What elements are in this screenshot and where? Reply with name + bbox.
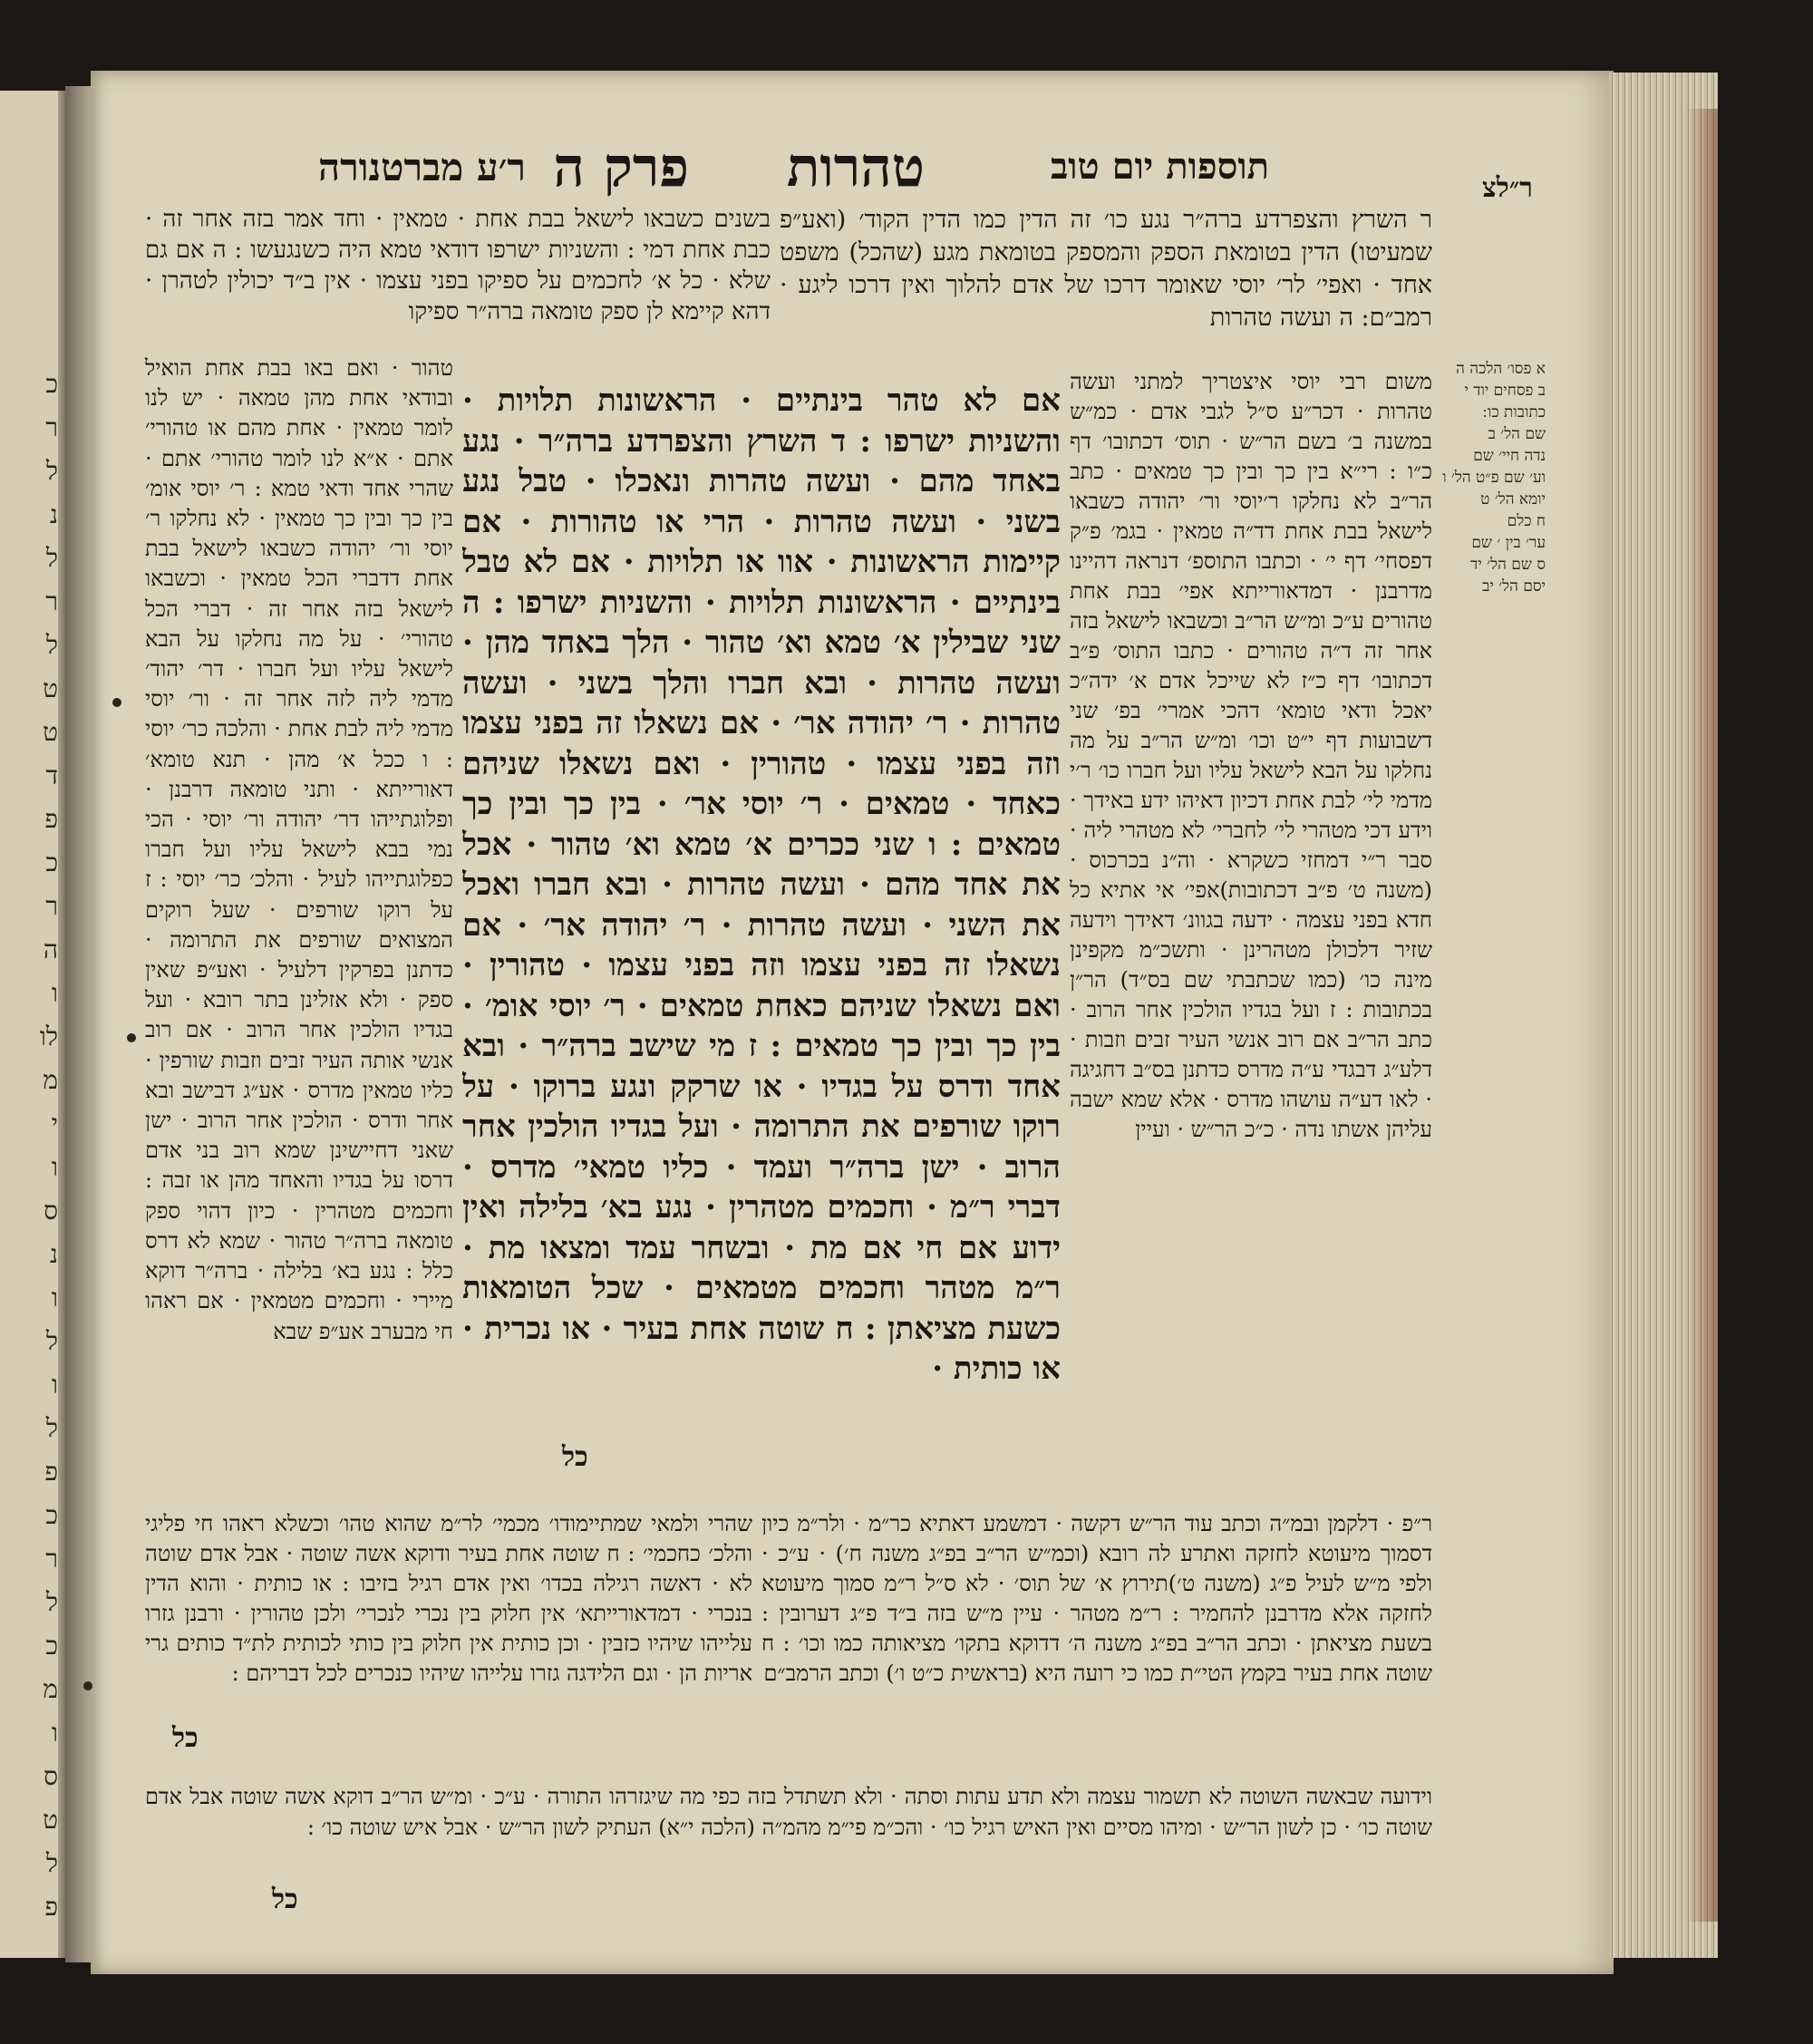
bartenura-column xyxy=(145,354,453,1505)
catchword-bartenura: כל xyxy=(172,1722,199,1754)
margin-note: ב פסחים יוד י xyxy=(1464,382,1546,400)
margin-note: א פסו׳ הלכה ה xyxy=(1456,360,1546,378)
ink-dot xyxy=(112,698,121,707)
previous-page-glyph: כ xyxy=(45,1500,58,1530)
previous-page-glyph: ו xyxy=(51,1718,58,1748)
margin-references xyxy=(1437,358,1546,621)
previous-page-glyph: ל xyxy=(45,456,58,486)
previous-page-glyph: כ xyxy=(45,848,58,877)
mishna-text-block xyxy=(462,381,1061,1423)
header-bartenura: ר׳ע מברטנורה xyxy=(317,145,526,189)
folio-number: ר״לצ xyxy=(1482,172,1533,204)
bartenura-column-text: טהור · ואם באו בבת אחת הואיל ובודאי אחת מהן טמאה · יש לנו לומר טמאין · אחת מהם או טהורי׳ אתם · א״א לנו לומר טהורי׳ אתם · שהרי אחד ודאי טמא : ר׳ יוסי אומ׳ בין כך ובין כך טמאין · לא נחלקו ר׳ יוסי ור׳ יהודה כשבאו לישאל בבת אחת דדברי הכל טמאין · וכשבאו לישאל בזה אחר זה · דברי הכל טהורי׳ · על מה נחלקו על הבא לישאל עליו ועל חברו · דר׳ יהוד׳ מדמי ליה לזה אחר זה · ור׳ יוסי מדמי ליה לבת אחת · והלכה כר׳ יוסי : ו ככל א׳ מהן · תנא טומא׳ דאורייתא · ותני טומאה דרבנן · ופלוגתייהו דר׳ יהודה ור׳ יוסי · הכי נמי בבא לישאל עליו ועל חברו כפלוגתייהו לעיל · והלכ׳ כר׳ יוסי : ז על רוקו שורפים · שעל רוקים המצואים שורפים את התרומה · כדתנן בפרקין דלעיל · ואע״פ שאין ספק · ולא אזלינן בתר רובא · ועל בגדיו הולכין אחר הרוב · אם רוב אנשי אותה העיר זבים וזבות שורפין · כליו טמאין מדרס · אע״ג דבישב ובא אחר ודרס · הולכין אחר הרוב · ישן שאני דחיישינן שמא רוב בני אדם דרסו על בגדיו והאחד מהן או זבה : וחכמים מטהרין · כיון דהוי ספק טומאה ברה״ר טהור · שמא לא דרס כלל : נגע בא׳ בלילה · ברה״ר דוקא מיירי · וחכמים מטמאין · אם ראהו חי מבערב אע״פ שבא xyxy=(145,355,453,1344)
margin-note: יסם הל׳ יב xyxy=(1482,577,1546,596)
page-stack-edge xyxy=(1609,73,1718,1958)
catchword-tosafot: כל xyxy=(272,1884,298,1915)
previous-page-glyph: ר xyxy=(45,586,58,616)
catchword-mishna: כל xyxy=(562,1441,588,1473)
previous-page-glyph: ס xyxy=(44,1761,58,1791)
bartenura-bottom-block xyxy=(145,1509,752,1763)
previous-page-glyph: ו xyxy=(51,1152,58,1182)
margin-note: וע׳ שם פ״ט הל׳ ו xyxy=(1442,469,1546,487)
previous-page-glyph: מ xyxy=(43,1674,58,1704)
header-tractate: טהרות xyxy=(786,136,925,199)
running-header xyxy=(299,136,1269,199)
previous-page-glyph: ל xyxy=(45,1848,58,1878)
previous-page-glyph: ט xyxy=(43,1805,58,1835)
previous-page-glyph: ס xyxy=(44,1196,58,1225)
previous-page-glyph: ל xyxy=(45,1587,58,1617)
previous-page-glyph: ל xyxy=(45,1326,58,1356)
previous-page-glyph: לו xyxy=(39,1022,58,1051)
previous-page-glyph: ל xyxy=(45,543,58,573)
previous-page-glyph: ד xyxy=(45,760,58,790)
previous-page-glyph: ר xyxy=(45,1544,58,1574)
previous-page-glyph: ו xyxy=(51,1370,58,1400)
previous-page-glyph: נ xyxy=(49,499,58,529)
page-edge xyxy=(58,91,65,1958)
previous-page-glyph: ו xyxy=(51,1283,58,1313)
bartenura-top-block xyxy=(145,204,771,354)
margin-note: ס שם הל׳ יד xyxy=(1470,556,1546,574)
previous-page-text xyxy=(4,363,58,1929)
tosafot-top-block xyxy=(780,204,1432,367)
previous-page-glyph: י xyxy=(51,1109,58,1138)
previous-page-glyph: ר xyxy=(45,891,58,921)
previous-page-glyph: ה xyxy=(43,935,58,964)
ink-dot xyxy=(127,1033,136,1042)
margin-note: נדה חיי׳ שם xyxy=(1473,447,1546,465)
previous-page-glyph: ט xyxy=(43,717,58,747)
tosafot-column xyxy=(1070,367,1432,1595)
margin-note: כתובות כו ׃ xyxy=(1482,403,1546,421)
previous-page-glyph: פ xyxy=(44,1892,58,1922)
previous-page-glyph: פ xyxy=(44,804,58,834)
previous-page-glyph: ר xyxy=(45,412,58,442)
margin-note: ער׳ בין ׳ שם xyxy=(1471,534,1546,552)
mishna-text: אם לא טהר בינתיים · הראשונות תלויות · והשניות ישרפו : ד השרץ והצפרדע ברה״ר · נגע באחד מהם · ועשה טהרות ונאכלו · טבל נגע בשני · ועשה טהרות · הרי או טהורות · אם קיימות הראשונות · אוו או תלויות · אם לא טבל בינתיים · הראשונות תלויות · והשניות ישרפו : ה שני שבילין א׳ טמא וא׳ טהור · הלך באחד מהן · ועשה טהרות · ובא חברו והלך בשני · ועשה טהרות · ר׳ יהודה אר׳ · אם נשאלו זה בפני עצמו וזה בפני עצמו · טהורין · ואם נשאלו שניהם כאחד · טמאים · ר׳ יוסי אר׳ · בין כך ובין כך טמאים : ו שני ככרים א׳ טמא וא׳ טהור · אכל את אחד מהם · ועשה טהרות · ובא חברו ואכל את השני · ועשה טהרות · ר׳ יהודה אר׳ · אם נשאלו זה בפני עצמו וזה בפני עצמו · טהורין · ואם נשאלו שניהם כאחת טמאים · ר׳ יוסי אומ׳ · בין כך ובין כך טמאים : ז מי שישב ברה״ר · ובא אחד ודרס על בגדיו · או שרקק ונגע ברוקו · על רוקו שורפים את התרומה · ועל בגדיו הולכין אחר הרוב · ישן ברה״ר ועמד · כליו טמאי׳ מדרס · דברי ר״מ · וחכמים מטהרין · נגע בא׳ בלילה ואין ידוע אם חי אם מת · ובשחר עמד ומצאו מת · ר״מ מטהר וחכמים מטמאים · שכל הטומאות כשעת מציאתן : ח שוטה אחת בעיר · או נכרית · או כותית · xyxy=(462,383,1061,1387)
tosafot-footer-text: וידועה שבאשה השוטה לא תשמור עצמה ולא תדע עתות וסתה · ולא תשתדל בזה כפי מה שיגזרהו התורה · ע״כ · ומ״ש הר״ב דוקא אשה שוטה אבל אדם שוטה כו׳ · כן לשון הר״ש · ומיהו מסיים ואין האיש רגיל כו׳ · והכ״מ פי״מ מהמ״ה (הלכה י״א) העתיק לשון הר״ש · אבל איש שוטה כו׳ : xyxy=(145,1784,1432,1840)
previous-page-glyph: נ xyxy=(49,1239,58,1269)
tosafot-bottom-block xyxy=(761,1509,1432,1781)
previous-page-glyph: ל xyxy=(45,630,58,660)
tosafot-top-text: ר השרץ והצפרדע ברה״ר נגע כו׳ זה הדין כמו הדין הקוד׳ (ואע״פ שמעיטו) הדין בטומאת הספק והמספק בטומאת מגע (שהכל) משפט אחד · ואפי׳ לר׳ יוסי שאומר דרכו של אדם להלוך ואין דרכו ליגע · רמב״ם: ה ועשה טהרות xyxy=(780,206,1432,332)
previous-page-glyph: ל xyxy=(45,1413,58,1443)
previous-page-glyph: פ xyxy=(44,1457,58,1487)
header-chapter: פרק ה xyxy=(553,136,689,199)
margin-note: יומא הל׳ ט xyxy=(1480,490,1546,509)
margin-note: ח כלם xyxy=(1507,512,1546,530)
bartenura-top-text: בשנים כשבאו לישאל בבת אחת · טמאין · וחד אמר בזה אחר זה · כבת אחת דמי : והשניות ישרפו דודאי טמא היה כשנגעשו : ה אם גם שלא · כל א׳ לחכמים על ספיקו בפני עצמו · אין ב״ד יכולין לטהרן · דהא קיימא לן ספק טומאה ברה״ר ספיקו xyxy=(145,206,771,325)
margin-note: שם הל׳ ב xyxy=(1488,425,1546,443)
previous-page-glyph: מ xyxy=(43,1065,58,1095)
edge-stain xyxy=(1686,109,1718,1922)
ink-dot xyxy=(83,1681,92,1690)
previous-page-edge xyxy=(0,91,65,1958)
previous-page-glyph: כ xyxy=(45,1631,58,1661)
bartenura-bottom-text: שהרי ולמאי שמתיימודו׳ מכמי׳ לר״מ שהוא טהו׳ וכשלא ראהו חי פליגי והלכ׳ כחכמי׳ : ח שוטה אחת בעיר ודוקא אשה שוטה · אבל אדם שוטה לא · דאשה רגילה בכדו׳ ואין אדם רגיל בזיבו : או כותית · והוא הדין בנכרי · דמדאורייתא׳ אין חלוק בין נכרי לנכרי׳ ולכן טהורין · ורבנן גזרו עלייהו שיהיו כזבין · וכן כותית אין חלוק בין כותי לכותית לת״ד כותים גרי אריות הן · וגם הלידגה גזרו עלייהו שיהיו כנכרים לכל דבריהם : xyxy=(145,1511,752,1686)
previous-page-glyph: ו xyxy=(51,978,58,1008)
tosafot-footer-block xyxy=(145,1781,1432,1881)
previous-page-glyph: כ xyxy=(45,369,58,399)
previous-page-glyph: ט xyxy=(43,673,58,703)
header-tosafot: תוספות יום טוב xyxy=(1051,145,1269,188)
tosafot-column-text: משום רבי יוסי איצטריך למתני ועשה טהרות · דכר״ע ס״ל לגבי אדם · כמ״ש במשנה ב׳ בשם הר״ש · תוס׳ דכתובו׳ דף כ״ו : רי״א בין כך ובין כך טמאים · כתב הר״ב לא נחלקו ר׳יוסי ור׳ יהודה כשבאו לישאל בבת אחת דד״ה טמאין · בגמ׳ פ״ק דפסחי׳ דף י׳ · וכתבו התוספ׳ דנראה דהיינו מדרבנן · דמדאורייתא אפי׳ בבת אחת טהורים ע״כ ומ״ש הר״ב וכשבאו לישאל בזה אחר זה ד״ה טהורים · כתבו התוס׳ פ״ב דכתובו׳ דף כ״ז לא שייכל אדם א׳ ידה״כ יאכל ודאי טומא׳ דהכי אמרי׳ בפ׳ שני דשבועות דף י״ט וכו׳ ומ״ש הר״ב על מה נחלקו על הבא לישאל עליו ועל חברו כו׳ ר׳י מדמי לי׳ לבת אחת דכיון דאיהו ידע באידך · וידע דכי מטהרי לי׳ לחברי׳ לא מטהרי ליה · סבר ר״י דמחזי כשקרא · וה״נ בכרכוס · (משנה ט׳ פ״ב דכתובות)אפי׳ אי אתיא כל חדא בפני עצמה · ידעה בגוונ׳ דאידך וידעה שזיר דלכולן מטהרינן · ותשכ״מ מקפינן מינה כו׳ (כמו שכתבתי שם בס״ד) הר״ן בכתובות : ז ועל בגדיו הולכין אחר הרוב · כתב הר״ב אם רוב אנשי העיר זבים וזבות · דלע״ג דבגדי ע״ה מדרס כדתנן בס״ב דחגיגה · לאו דע״ה עושהו מדרס · אלא שמא ישבה עליהן אשתו נדה · כ״כ הר״ש · ועיין xyxy=(1070,369,1432,1142)
tosafot-bottom-text: ר״פ · דלקמן ובמ״ה וכתב עוד הר״ש דקשה · דמשמע דאתיא כר״מ · ולר״מ כיון דסמוך מיעוטא לחזקה ואתרע לה רובא (וכמ״ש הר״ב בפ״ג משנה ח׳) · ע״כ · ולפי מ״ש לעיל פ״ג (משנה ט׳)תירוץ א׳ של תוס׳ · לא ס״ל ר״מ סמוך מיעוטא לחזקה אלא מדרבנן להחמיר : ר״מ מטהר · עיין מ״ש בזה ב״ד פ״ג דערובין : בשעת מציאתן · וכתב הר״ב בפ״ג משנה ה׳ דדוקא בתקו׳ מציאותה כמו וכו׳ : ח שוטה אחת בעיר בקמץ הטי״ת כמו כי רועה היא (בראשית כ״ט ו׳) וכתב הרמב״ם xyxy=(761,1511,1432,1686)
